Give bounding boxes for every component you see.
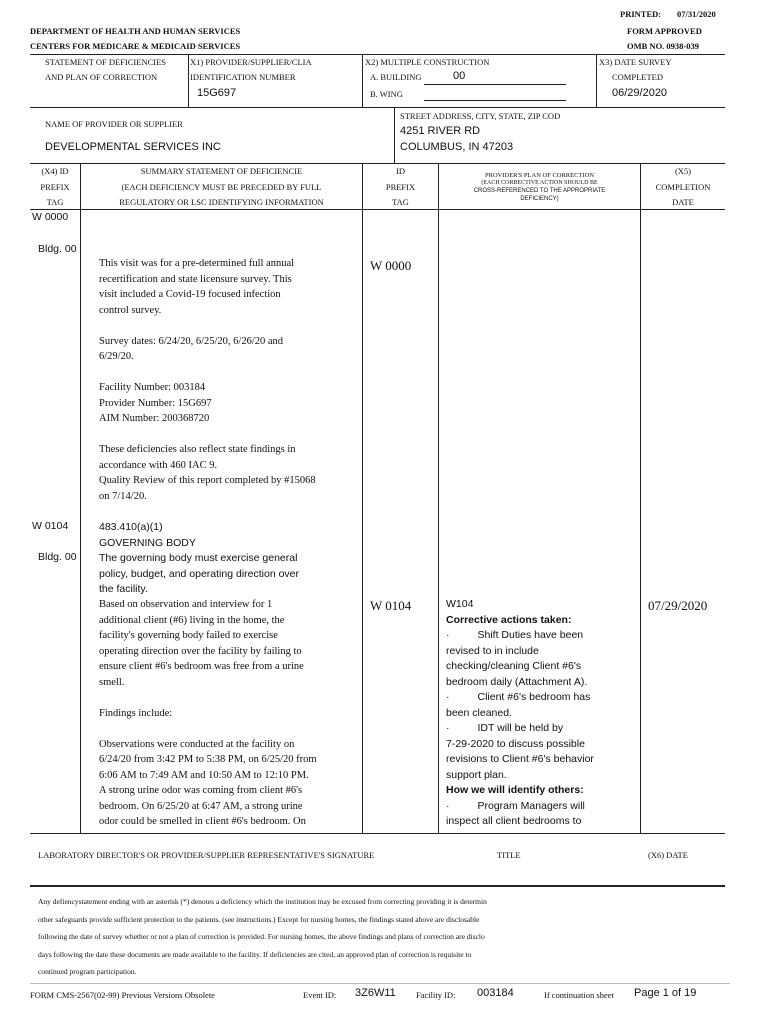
summary-sub-label: (EACH DEFICIENCY MUST BE PRECEDED BY FULL — [121, 182, 322, 192]
completion-label: COMPLETION — [655, 182, 711, 192]
form-number: FORM CMS-2567(02-99) Previous Versions Obsolete — [30, 990, 215, 1000]
plan-header-4: DEFICIENCY) — [520, 196, 559, 202]
wing-label: B. WING — [370, 89, 403, 99]
regulation-text: 483.410(a)(1) GOVERNING BODY The governing body must exercise general policy, budget, and operating direction over the facility. — [99, 521, 300, 595]
x3-label: X3) DATE SURVEY — [599, 57, 672, 67]
survey-date-value: 06/29/2020 — [612, 87, 668, 99]
printed-label: PRINTED: — [620, 9, 662, 19]
tag-w0000-right: W 0000 — [370, 258, 412, 273]
page-number: Page 1 of 19 — [634, 987, 697, 999]
bldg-label-1: Bldg. 00 — [38, 243, 77, 255]
disclaimer-text: Any defiencystatement ending with an asterisk (*) denotes a deficiency which the institution may be excused from correcting providing it is determin other safeguards provide sufficient protection to the patients. (see instructions.) Except for nursing homes, the findings stated above are disclosable following the date of survey whether or not a plan of correction is provided. For nursing homes, the above findings and plans of correction are disclo days following the date these documents are made available to the facility. If deficiencies are cited, an approved plan of correction is requisite to continued program participation. — [38, 897, 487, 976]
x6-date-label: (X6) DATE — [648, 850, 688, 860]
summary-label: SUMMARY STATEMENT OF DEFICIENCIE — [140, 166, 303, 176]
completed-label: COMPLETED — [612, 72, 663, 82]
plan-header: PROVIDER'S PLAN OF CORRECTION — [485, 172, 594, 179]
identification-label: IDENTIFICATION NUMBER — [190, 72, 296, 82]
plan-header-2: (EACH CORRECTIVE ACTION SHOULD BE — [481, 180, 598, 186]
x4-tag-label: TAG — [46, 197, 64, 207]
centers-name: CENTERS FOR MEDICARE & MEDICAID SERVICES — [30, 41, 241, 51]
deficiency-text-2: Based on observation and interview for 1 additional client (#6) living in the home, the facility's governing body failed to exercise operating direction over the facility by failing to ensure client #6's bedroom was free from a urine smell. Findings include: Observations were conducted at the facility on 6/24/20 from 3:42 PM to 5:38 PM, on 6/25/20 from 6:06 AM to 7:49 AM and 10:50 AM to 12:10 PM. A strong urine odor was coming from client #6's bedroom. On 6/25/20 at 6:47 AM, a strong urine odor could be smelled in client #6's bedroom. On — [99, 599, 317, 827]
dept-name: DEPARTMENT OF HEALTH AND HUMAN SERVICES — [30, 26, 241, 36]
bldg-label-2: Bldg. 00 — [38, 551, 77, 563]
provider-id-value: 15G697 — [197, 87, 237, 99]
continuation-label: If continuation sheet — [544, 990, 614, 1000]
form-approved: FORM APPROVED — [627, 26, 702, 36]
statement-label: STATEMENT OF DEFICIENCIES — [45, 57, 167, 67]
building-label: A. BUILDING — [370, 72, 422, 82]
date-label: DATE — [672, 197, 694, 207]
id-label: ID — [396, 166, 405, 176]
id-prefix-label: PREFIX — [385, 182, 416, 192]
building-value: 00 — [453, 70, 466, 82]
x4-label: (X4) ID — [41, 166, 69, 176]
tag-w0000: W 0000 — [32, 211, 69, 223]
deficiency-text-1: This visit was for a pre-determined full annual recertification and state licensure survey. This visit included a Covid-19 focused infection control survey. Survey dates: 6/24/20, 6/25/20, 6/26/20 and 6/29/20. Facility Number: 003184 Provider Number: 15G697 AIM Number: 200368720 These deficiencies also reflect state findings in accordance with 460 IAC 9. Quality Review of this report completed by #15068 on 7/14/20. — [99, 258, 316, 502]
address-line1: 4251 RIVER RD — [400, 125, 481, 137]
completion-date: 07/29/2020 — [648, 598, 708, 613]
tag-w0104-right: W 0104 — [370, 598, 412, 613]
omb-number: OMB NO. 0938-039 — [627, 41, 700, 51]
x5-label: (X5) — [674, 166, 692, 176]
tag-w0104: W 0104 — [32, 520, 69, 532]
title-label: TITLE — [497, 850, 521, 860]
id-tag-label: TAG — [392, 197, 409, 207]
plan-label: AND PLAN OF CORRECTION — [45, 72, 158, 82]
provider-name-label: NAME OF PROVIDER OR SUPPLIER — [45, 119, 183, 129]
x2-label: X2) MULTIPLE CONSTRUCTION — [365, 57, 490, 67]
event-id-value: 3Z6W11 — [355, 987, 396, 999]
event-id-label: Event ID: — [303, 990, 337, 1000]
address-label: STREET ADDRESS, CITY, STATE, ZIP COD — [400, 111, 561, 121]
provider-name-value: DEVELOPMENTAL SERVICES INC — [45, 141, 221, 153]
x1-label: X1) PROVIDER/SUPPLIER/CLIA — [190, 57, 312, 67]
x4-prefix-label: PREFIX — [40, 182, 70, 192]
summary-sub-label-2: REGULATORY OR LSC IDENTIFYING INFORMATION — [119, 197, 324, 207]
facility-id-label: Facility ID: — [416, 990, 456, 1000]
plan-header-3: CROSS-REFERENCED TO THE APPROPRIATE — [473, 188, 606, 194]
printed-date: 07/31/2020 — [677, 9, 716, 19]
signature-label: LABORATORY DIRECTOR'S OR PROVIDER/SUPPLIER REPRESENTATIVE'S SIGNATURE — [38, 850, 375, 860]
facility-id-value: 003184 — [477, 987, 514, 999]
plan-of-correction: W104 Corrective actions taken: · Shift Duties have been revised to in include checking/cleaning Client #6's bedroom daily (Attachment A). · Client #6's bedroom has been cleaned. · IDT will be held by 7-29-2020 to discuss possible revisions to Client #6's behavior support plan. How we will identify others: · Program Managers will inspect all client bedrooms to — [446, 598, 594, 827]
address-line2: COLUMBUS, IN 47203 — [400, 141, 514, 153]
